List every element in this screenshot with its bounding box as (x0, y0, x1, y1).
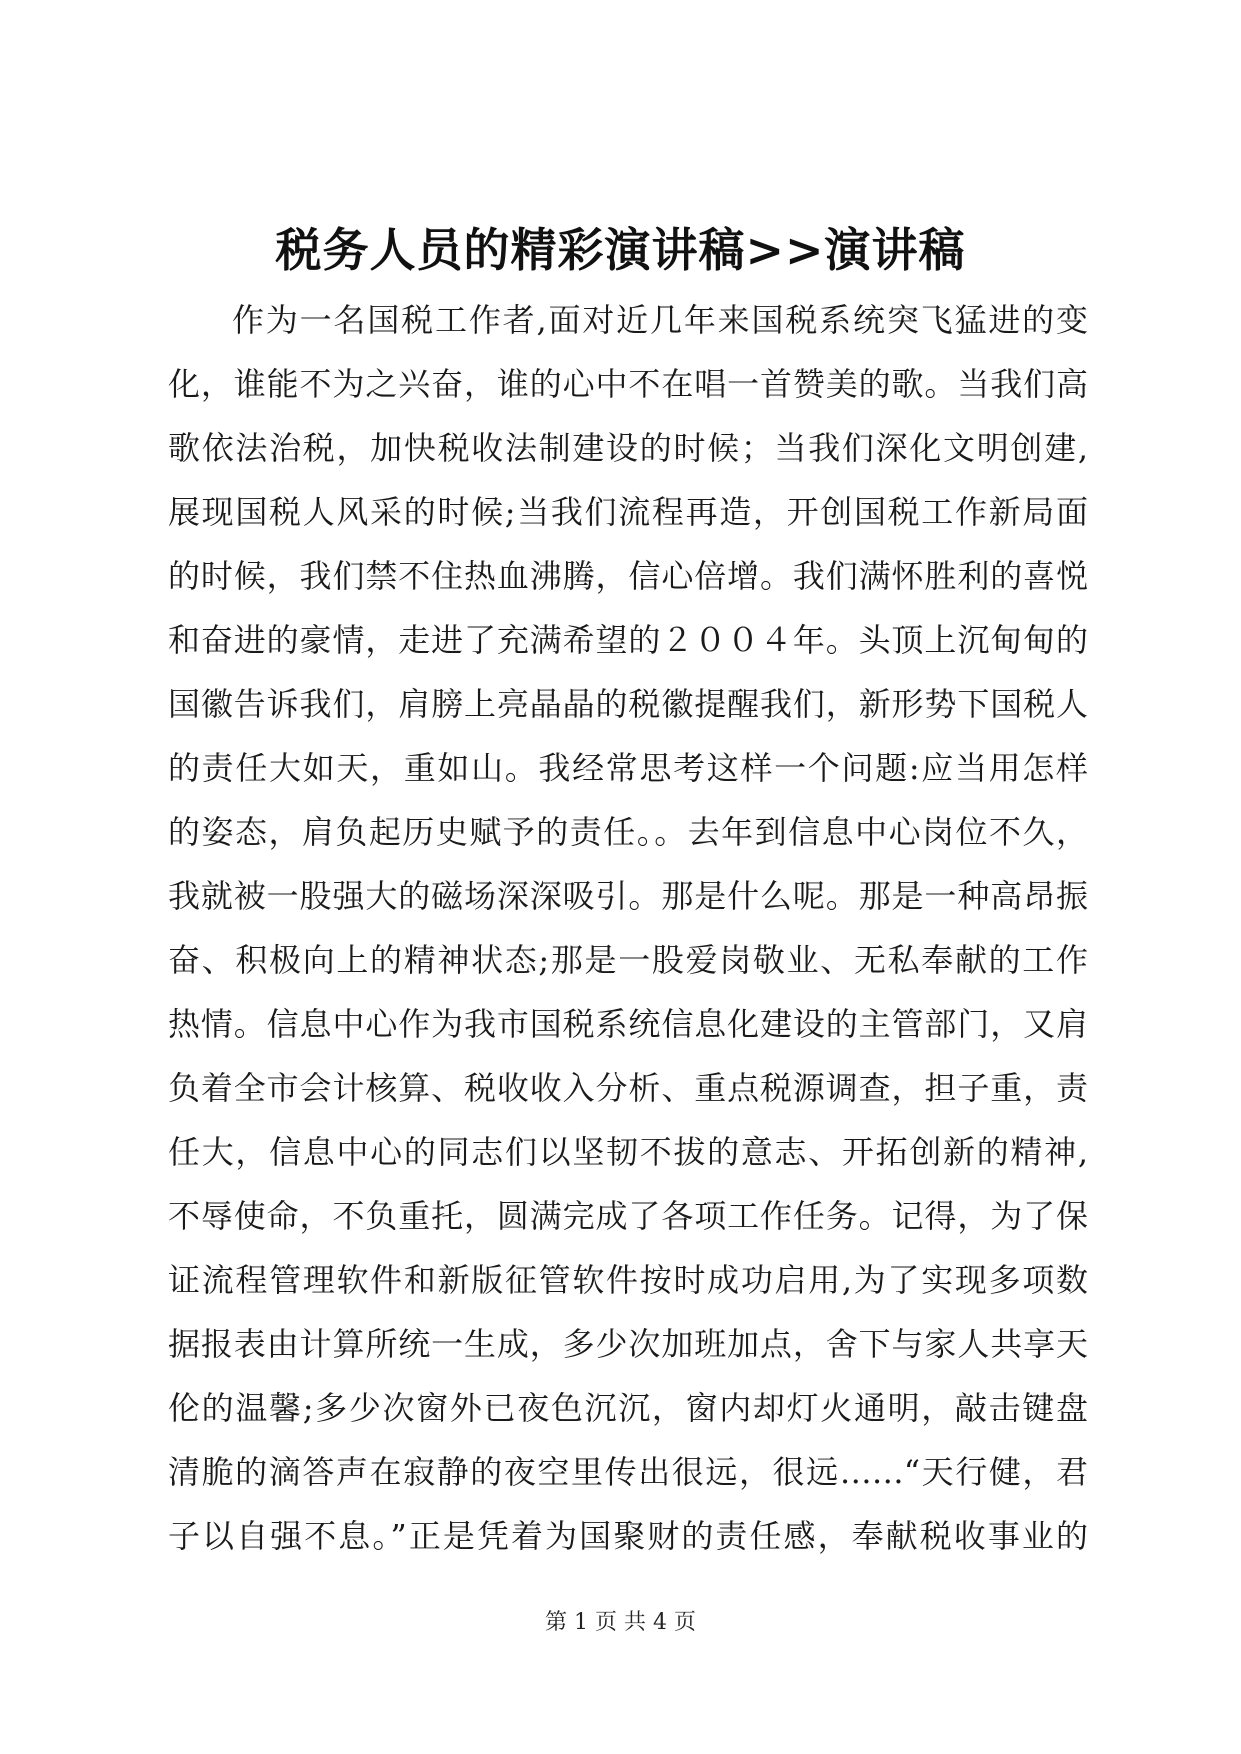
body-line: 的姿态，肩负起历史赋予的责任。。去年到信息中心岗位不久， (168, 813, 1088, 851)
body-line: 证流程管理软件和新版征管软件按时成功启用,为了实现多项数 (168, 1261, 1088, 1299)
body-line: 和奋进的豪情，走进了充满希望的２００４年。头顶上沉甸甸的 (168, 621, 1088, 659)
body-line: 化，谁能不为之兴奋，谁的心中不在唱一首赞美的歌。当我们高 (168, 365, 1088, 403)
document-title: 税务人员的精彩演讲稿>>演讲稿 (275, 223, 966, 277)
body-line: 不辱使命，不负重托，圆满完成了各项工作任务。记得，为了保 (168, 1197, 1088, 1235)
page-footer: 第 1 页 共 4 页 (545, 1610, 696, 1635)
document-body (168, 288, 1088, 1568)
body-line: 歌依法治税，加快税收法制建设的时候；当我们深化文明创建, (168, 429, 1088, 467)
body-line: 国徽告诉我们，肩膀上亮晶晶的税徽提醒我们，新形势下国税人 (168, 685, 1088, 723)
body-line: 负着全市会计核算、税收收入分析、重点税源调查，担子重，责 (168, 1069, 1088, 1107)
body-line: 奋、积极向上的精神状态;那是一股爱岗敬业、无私奉献的工作 (168, 941, 1088, 979)
body-line: 的时候，我们禁不住热血沸腾，信心倍增。我们满怀胜利的喜悦 (168, 557, 1088, 595)
body-line: 展现国税人风采的时候;当我们流程再造，开创国税工作新局面 (168, 493, 1088, 531)
body-line: 作为一名国税工作者,面对近几年来国税系统突飞猛进的变 (232, 301, 1088, 339)
body-line: 我就被一股强大的磁场深深吸引。那是什么呢。那是一种高昂振 (168, 877, 1088, 915)
body-line: 的责任大如天，重如山。我经常思考这样一个问题:应当用怎样 (168, 749, 1088, 787)
body-line: 据报表由计算所统一生成，多少次加班加点，舍下与家人共享天 (168, 1325, 1088, 1363)
body-line: 热情。信息中心作为我市国税系统信息化建设的主管部门，又肩 (168, 1005, 1088, 1043)
body-line: 伦的温馨;多少次窗外已夜色沉沉，窗内却灯火通明，敲击键盘 (168, 1389, 1088, 1427)
body-line: 任大，信息中心的同志们以坚韧不拔的意志、开拓创新的精神, (168, 1133, 1088, 1171)
body-line: 清脆的滴答声在寂静的夜空里传出很远，很远……“天行健，君 (168, 1453, 1088, 1491)
body-line: 子以自强不息。”正是凭着为国聚财的责任感，奉献税收事业的 (168, 1517, 1088, 1555)
